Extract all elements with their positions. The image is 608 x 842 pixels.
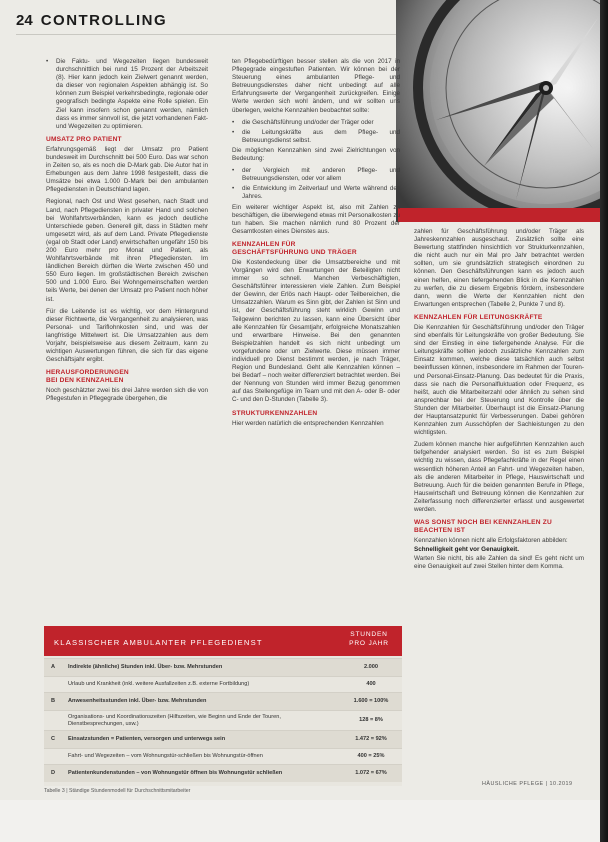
page-bottom-strip <box>0 800 608 842</box>
column-1 <box>46 58 208 407</box>
subheading: HERAUSFORDERUNGEN <box>46 369 129 377</box>
paragraph: Für die Leitende ist es wichtig, vor dem Hintergrund dieser Richtwerte, die Vergangenheit zu analysieren, was Personal- und Tariflohnkosten sind, und was der langfristige Mittelwert ist. Die Umsatzzahlen aus dem Vorjahr, beispielsweise aus diesem Zeitraum, kann zu wichtigen Auswertungen führen, die sich für das eigene Geschäftsjahr ergibt. <box>46 307 208 364</box>
row-code: B <box>50 698 56 704</box>
row-code: D <box>50 770 56 776</box>
bullet-list <box>232 167 400 201</box>
table-caption: Tabelle 3 | Ständige Stundenmodell für Durchschnittsmitarbeiter <box>44 788 191 794</box>
header-rule <box>16 34 396 35</box>
subheading: KENNZAHLEN FÜR LEITUNGSKRÄFTE <box>414 313 543 321</box>
column-header-line: PRO JAHR <box>349 640 389 647</box>
page-edge-shadow <box>600 0 608 842</box>
list-item: • die Geschäftsführung und/oder der Träger oder <box>232 119 400 127</box>
bullet-list <box>46 58 208 131</box>
subheading: STRUKTURKENNZAHLEN <box>232 409 318 417</box>
row-label: Patientenkundenstunden – von Wohnungstür öffnen bis Wohnungstür schließen <box>68 770 283 776</box>
list-item: • der Vergleich mit anderen Pflege- und Betreuungsdiensten, oder vor allem <box>232 167 400 183</box>
table-row <box>44 730 402 748</box>
paragraph: ten Pflegebedürftigen besser stellen als die von 2017 in Pflegegrade eingestuften Patienten. Wir können bei der Steuerung eines ambulanten Pflege- und Betreuungsdienstes daher nicht unbedingt auf alle Erfahrungswerte der Vergangenheit zurückgreifen. Einige Werte werden sich wohl ändern, und wir sollten uns überlegen, welche Kennzahlen beobachtet sollte: <box>232 58 400 114</box>
list-item: • Die Faktu- und Wegezeiten liegen bundesweit durchschnittlich bei rund 15 Prozent der Arbeitszeit (8). Hier kann jedoch kein Zielwert genannt werden, da dieser von regionalen Aspekten abhängig ist. So können zum Beispiel verkehrsbedingte, regionale oder geografisch bedingte Aspekte eine Rolle spielen. Ein Ziel kann insofern schon genannt werden, nämlich dass es immer sinnvoll ist, die jetzt vorhandenen Fakt- und Wegezeiten zu optimieren. <box>46 58 208 131</box>
hours-table <box>44 626 402 786</box>
bullet-list <box>232 119 400 145</box>
table-row <box>44 692 402 710</box>
table-header <box>44 626 402 656</box>
subheading: BEI DEN KENNZAHLEN <box>46 377 124 385</box>
paragraph: Noch geschätzter zwei bis drei Jahre werden sich die von Pflegestufen in Pflegegrade übergehen, die <box>46 387 208 403</box>
bold-statement: Schnelligkeit geht vor Genauigkeit. <box>414 546 519 554</box>
page-footer: HÄUSLICHE PFLEGE | 10.2019 <box>482 781 573 787</box>
paragraph: Kennzahlen können nicht alle Erfolgsfaktoren abbilden: <box>414 537 568 545</box>
row-value: 1.072 = 67% <box>355 770 387 776</box>
row-label: Organisations- und Koordinationszeiten (Hilfszeiten, wie Beginn und Ende der Touren, Dienstbesprechungen, usw.) <box>68 713 281 727</box>
row-label: Urlaub und Krankheit (inkl. weitere Ausfallzeiten z.B. externe Fortbildung) <box>68 681 250 687</box>
paragraph: Die Kostendeckung über die Umsatzbereiche und mit Vorgängen wird den Erwartungen der Beteiligten nicht immer so schnell. Manchen Verbeschäftigten, Geschäftsführer interessieren viele Zahlen. Zum Beispiel der Gewinn, der Erlös nach Haupt- oder Teilbereichen, die Umsatzzahlen. Warum es Sinn gibt, der Zahlen ist Sinn und ist, der Geschäftsführung steht wirklich Gewinn und Teilgewinn berichten zu lassen, kann eine Übersicht über alle Kennzahlen für Gesamtjahr, erfolgreiche Monatszahlen und erwartbare Hinweise. Bei den genannten Beispielzahlen handelt es sich nicht unbedingt um vorgefundene oder um Zielwerte. Diese müssen immer individuell pro Dienst bestimmt werden, je nach Träger, Region und Bundesland. Geht alle Kennzahlen können – bei Bedarf – noch weiter differenziert betrachtet werden. Bei der Nennung von Stunden wird immer Bezug genommen auf das Stellengefüge im Team und mit den A- oder B- oder C- und den D-Stunden (Tabelle 3). <box>232 258 400 404</box>
row-value: 1.472 = 92% <box>355 736 387 742</box>
row-label: Anwesenheitsstunden inkl. Über- bzw. Mehrstunden <box>68 698 207 704</box>
table-row <box>44 658 402 676</box>
list-item: • die Leitungskräfte aus dem Pflege- und Betreuungsdienst selbst. <box>232 129 400 145</box>
paragraph: Hier werden natürlich die entsprechenden Kennzahlen <box>232 419 384 427</box>
paragraph: Die Kennzahlen für Geschäftsführung und/oder den Träger sind ebenfalls für Leitungskräfte von großer Bedeutung. Sie sind der Einstieg in eine tiefergehende Analyse. Für die Leitungskräfte sollten jedoch zusätzliche Kennzahlen zum Einsatz kommen, welche diese tatsächlich auch selbst beeinflussen können, insbesondere im Rahmen der Touren- und Personal-Einsatz-Planung. Das bedeutet für die Praxis, dass sie nach die Personalfluktuation oder Frequenz, es heißt, auch die Mitarbeiterzahl oder ähnlich zu sehen sind ansprechbar bei der Steuerung und Kontrolle über die Stunden der Mitarbeiter. Überhaupt ist die Einsatz-Planung der Hauptansatzpunkt für Verbesserungen. Dabei gehören Kennzahlen zum Ausschöpfen der Sachleistungen zu den wichtigsten. <box>414 323 584 437</box>
subheading: KENNZAHLEN FÜR <box>232 240 296 248</box>
row-code: A <box>50 664 56 670</box>
paragraph: zahlen für Geschäftsführung und/oder Träger als Jahreskennzahlen ausgeschaut. Zusätzlich sollte eine Bewertung stattfinden hinsichtlich vor Strukturkennzahlen, die nicht auch nur ein Mal pro Jahr betrachtet werden sollten, um sie grundsätzlich strategisch einordnen zu können. Den Geschäftsführungen kann es jedoch auch einen helfen, einen tiefergehenden Blick in die Kennzahlen zu werfen, die zu diesem Ergebnis fördern, insbesondere dann, wenn die Werte der Kennzahlen nicht den Erwartungen entsprechen (Tabelle 2, Punkte 7 und 8). <box>414 228 584 308</box>
paragraph: Erfahrungsgemäß liegt der Umsatz pro Patient bundesweit im Durchschnitt bei 500 Euro. Das war schon in Zeiten so, als es noch die D-Mark gab. Die Autor hat in Erhebungen aus dem Jahre 1998 festgestellt, dass die Umsätze bei etwa 1.000 D-Mark bei den ambulanten Pflegediensten in Deutschland lagen. <box>46 145 208 194</box>
paragraph: Warten Sie nicht, bis alle Zahlen da sind! Es geht nicht um eine Genauigkeit auf zwei Stellen hinter dem Komma. <box>414 555 584 571</box>
row-code: C <box>50 736 56 742</box>
paragraph: Die möglichen Kennzahlen sind zwei Zielrichtungen von Bedeutung: <box>232 146 400 163</box>
paragraph: Regional, nach Ost und West gesehen, nach Stadt und Land, nach Pflegediensten in privater Hand und solchen bei Wohlfahrtsverbänden, kann es jedoch deutliche Unterschiede geben. Generell gilt, dass in Städten mehr umgesetzt wird, als auf dem Land. Private Pflegedienste (egal ob Stadt oder Land) erwirtschaften ungefähr 150 bis 200 Euro mehr pro Monat und Patient, als Wohlfahrtsverbände mit ihren Pflegediensten. Im ländlichen Bereich dürften die Werte zwischen 450 und 550 Euro liegen. Im großstädtischen Bereich zwischen 500 und 1.000 Euro. Bei Wohngemeinschaften werden teils Werte, bei denen der Umsatz pro Patient noch höher ist. <box>46 198 208 303</box>
list-item: • die Entwicklung im Zeitverlauf und Werte während des Jahres. <box>232 185 400 201</box>
row-label: Indirekte (ähnliche) Stunden inkl. Über- bzw. Mehrstunden <box>68 664 223 670</box>
row-value: 400 = 25% <box>357 753 385 759</box>
subheading: UMSATZ PRO PATIENT <box>46 135 122 143</box>
row-value: 128 = 8% <box>359 717 383 723</box>
compass-photo <box>396 0 600 222</box>
accent-bar <box>398 208 600 222</box>
row-value: 1.600 = 100% <box>353 698 389 704</box>
column-header-line: STUNDEN <box>350 631 388 638</box>
row-label: Fahrt- und Wegezeiten – vom Wohnungstür-schließen bis Wohnungstür-öffnen <box>68 753 263 759</box>
table-row <box>44 764 402 782</box>
table-row <box>44 748 402 764</box>
page-header <box>16 12 167 29</box>
subheading: WAS SONST NOCH BEI KENNZAHLEN ZU <box>414 519 552 527</box>
subheading: BEACHTEN IST <box>414 527 466 535</box>
section-title: CONTROLLING <box>40 12 168 29</box>
table-row <box>44 676 402 692</box>
subheading: GESCHÄFTSFÜHRUNG UND TRÄGER <box>232 248 357 256</box>
column-3 <box>414 228 584 575</box>
row-value: 2.000 <box>364 664 378 670</box>
table-column-header <box>340 630 398 648</box>
row-label: Einsatzstunden = Patienten, versorgen und unterwegs sein <box>68 736 226 742</box>
table-title: KLASSISCHER AMBULANTER PFLEGEDIENST <box>54 638 263 647</box>
table-row <box>44 710 402 730</box>
paragraph: Ein weiterer wichtiger Aspekt ist, also mit Zahlen zu beschäftigen, die überwiegend etwas mit Personalkosten zu tun haben. Sie machen nämlich rund 80 Prozent der Gesamtkosten eines Dienstes aus. <box>232 203 400 235</box>
row-value: 400 <box>366 681 376 687</box>
page-number: 24 <box>16 12 33 29</box>
paragraph: Zudem können manche hier aufgeführten Kennzahlen auch tiefgehender analysiert werden. So ist es zum Beispiel wichtig zu wissen, dass Pflegefachkräfte in der Regel einen wesentlich höheren Anteil an Fahrt- und Wegezeiten haben, als die anderen Mitarbeiter in Pflege, Hauswirtschaft und Betreuung. Auch für die beiden genannten Berufe in Pflege, Hauswirtschaft und Betreuung können die Kennzahlen zur Zeiterfassung noch differenzierter erfasst und ausgewertet werden. <box>414 441 584 513</box>
column-2 <box>232 58 400 432</box>
